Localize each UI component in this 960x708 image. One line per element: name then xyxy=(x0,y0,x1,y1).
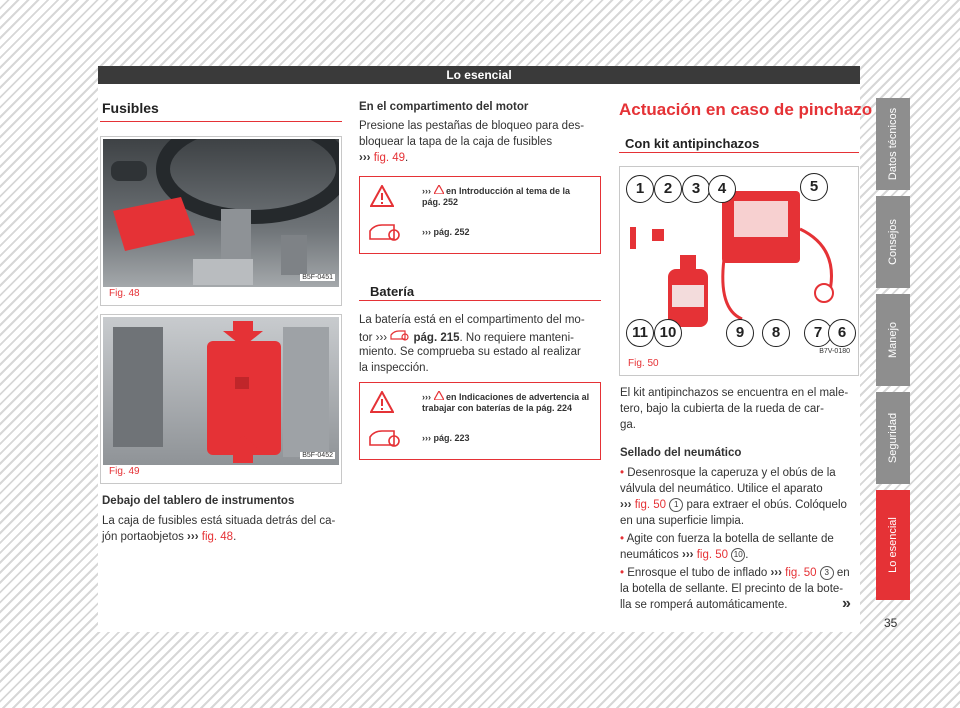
para-fusibles-2 xyxy=(102,530,236,546)
bullet: • xyxy=(620,467,625,479)
warning-1-line-b: pág. 252 xyxy=(422,197,459,207)
page-link[interactable]: pág. 215 xyxy=(413,332,460,344)
car-note-icon xyxy=(368,221,402,243)
bullet: • xyxy=(620,533,625,545)
car-ref-icon xyxy=(390,329,410,341)
subhead-motor: En el compartimento del motor xyxy=(359,101,529,113)
text: jón portaobjetos xyxy=(102,531,188,543)
para-bateria-3: miento. Se comprueba su estado al realizar xyxy=(359,346,581,358)
section-rule xyxy=(100,121,342,122)
page-number: 35 xyxy=(884,616,898,630)
text: para extraer el obús. Colóquelo xyxy=(686,499,847,512)
list-item-3-line-b: la botella de sellante. El precinto de la bote- xyxy=(620,583,844,595)
warning-1-line-a: ››› en Introducción al tema de la xyxy=(422,186,571,196)
chapter-header: Lo esencial xyxy=(98,66,860,84)
callout-8: 8 xyxy=(762,319,790,347)
text: . xyxy=(233,531,237,543)
para-kit-3: ga. xyxy=(620,419,636,431)
continue-marker: » xyxy=(842,595,851,612)
tab-manejo[interactable] xyxy=(876,294,910,386)
section-subtitle: Con kit antipinchazos xyxy=(625,136,760,151)
callout-3: 3 xyxy=(682,175,710,203)
figure-48-code: B5F-0451 xyxy=(302,274,333,281)
dashboard-illustration xyxy=(103,139,339,287)
figure-50-image xyxy=(622,169,856,357)
list-item-2-line-b: neumáticos ››› fig. 50 10 . xyxy=(620,549,749,562)
para-motor-1: Presione las pestañas de bloqueo para des- xyxy=(359,120,585,132)
callout-ref: 10 xyxy=(731,548,745,562)
para-kit-1: El kit antipinchazos se encuentra en el male- xyxy=(620,387,849,399)
figure-48-caption: Fig. 48 xyxy=(109,288,140,299)
warning-2-line-c[interactable]: ››› pág. 223 xyxy=(422,433,470,443)
tab-label: Seguridad xyxy=(887,412,899,464)
tab-consejos[interactable] xyxy=(876,196,910,288)
callout-ref: 1 xyxy=(669,498,683,512)
text: neumáticos xyxy=(620,549,679,562)
para-bateria-4: la inspección. xyxy=(359,362,429,374)
section-title-fusibles: Fusibles xyxy=(102,100,159,116)
text: Enrosque el tubo de inflado xyxy=(627,567,768,580)
para-motor-2: bloquear la tapa de la caja de fusibles xyxy=(359,136,553,148)
text: . No requiere manteni- xyxy=(459,332,574,344)
tab-label: Consejos xyxy=(887,219,899,265)
warning-small-icon xyxy=(434,391,444,400)
callout-9: 9 xyxy=(726,319,754,347)
list-item-3-line-a xyxy=(620,566,850,582)
subhead-tablero: Debajo del tablero de instrumentos xyxy=(102,495,295,507)
engine-bay-illustration xyxy=(103,317,339,465)
para-motor-3 xyxy=(359,151,408,167)
figure-50 xyxy=(619,166,859,376)
ref-arrows: ››› xyxy=(620,499,632,512)
warning-1-line-c[interactable]: ››› pág. 252 xyxy=(422,227,470,237)
section-rule xyxy=(359,300,601,301)
text: Desenrosque la caperuza y el obús de la xyxy=(627,467,836,479)
list-item-2-line-a xyxy=(620,532,834,548)
tab-datos-tecnicos[interactable] xyxy=(876,98,910,190)
figure-link[interactable]: fig. 50 xyxy=(785,567,817,580)
tab-label: Lo esencial xyxy=(887,517,899,573)
list-item-3-line-c: lla se romperá automáticamente. xyxy=(620,599,788,611)
list-item-1-line-a xyxy=(620,466,836,482)
text: . xyxy=(405,152,409,164)
tab-lo-esencial[interactable] xyxy=(876,490,910,600)
section-rule xyxy=(619,152,859,153)
text: en Introducción al tema de la xyxy=(446,186,571,196)
para-bateria-1: La batería está en el compartimento del mo- xyxy=(359,314,585,326)
figure-48-image xyxy=(103,139,339,287)
warning-2-line-b: trabajar con baterías de la pág. 224 xyxy=(422,403,573,413)
warning-small-icon xyxy=(434,185,444,194)
callout-10: 10 xyxy=(654,319,682,347)
car-note-icon xyxy=(368,427,402,449)
para-bateria-2 xyxy=(359,329,574,347)
list-item-1-line-c xyxy=(620,498,847,514)
callout-1: 1 xyxy=(626,175,654,203)
figure-link[interactable]: fig. 48 xyxy=(201,531,234,543)
callout-2: 2 xyxy=(654,175,682,203)
para-kit-2: tero, bajo la cubierta de la rueda de car- xyxy=(620,403,824,415)
callout-6: 6 xyxy=(828,319,856,347)
text: Agite con fuerza la botella de sellante de xyxy=(626,533,834,545)
warning-triangle-icon xyxy=(370,391,394,413)
figure-link[interactable]: fig. 50 xyxy=(696,549,729,562)
callout-11: 11 xyxy=(626,319,654,347)
figure-50-code: B7V-0180 xyxy=(819,348,850,355)
page-section-title: Actuación en caso de pinchazo xyxy=(619,100,873,119)
figure-49-image xyxy=(103,317,339,465)
warning-box-2 xyxy=(359,382,601,460)
figure-link[interactable]: fig. 50 xyxy=(634,499,667,512)
warning-box-1 xyxy=(359,176,601,254)
figure-49 xyxy=(100,314,342,484)
text: en xyxy=(836,567,850,580)
figure-50-caption: Fig. 50 xyxy=(628,358,659,369)
callout-7: 7 xyxy=(804,319,832,347)
text: tor ››› xyxy=(359,332,391,344)
section-title-bateria: Batería xyxy=(370,284,415,299)
figure-link[interactable]: fig. 49 xyxy=(373,152,406,164)
list-item-1-line-b: válvula del neumático. Utilice el aparato xyxy=(620,483,823,495)
figure-48 xyxy=(100,136,342,306)
tab-label: Datos técnicos xyxy=(887,107,899,181)
warning-triangle-icon xyxy=(370,185,394,207)
figure-49-caption: Fig. 49 xyxy=(109,466,140,477)
ref-arrows: ››› xyxy=(187,531,199,543)
bullet: • xyxy=(620,567,625,580)
text: en Indicaciones de advertencia al xyxy=(446,392,590,402)
para-fusibles-1: La caja de fusibles está situada detrás del ca- xyxy=(102,515,336,527)
subhead-sellado: Sellado del neumático xyxy=(620,447,742,459)
ref-arrows: ››› xyxy=(770,567,782,580)
ref-arrows: ››› xyxy=(359,152,371,164)
callout-5: 5 xyxy=(800,173,828,201)
figure-49-code: B5F-0452 xyxy=(302,452,333,459)
ref-arrows: ››› xyxy=(682,549,694,562)
callout-ref: 3 xyxy=(820,566,834,580)
callout-4: 4 xyxy=(708,175,736,203)
tab-label: Manejo xyxy=(887,321,899,359)
warning-2-line-a: ››› en Indicaciones de advertencia al xyxy=(422,392,590,402)
list-item-1-line-d: en una superficie limpia. xyxy=(620,515,745,527)
tab-seguridad[interactable] xyxy=(876,392,910,484)
